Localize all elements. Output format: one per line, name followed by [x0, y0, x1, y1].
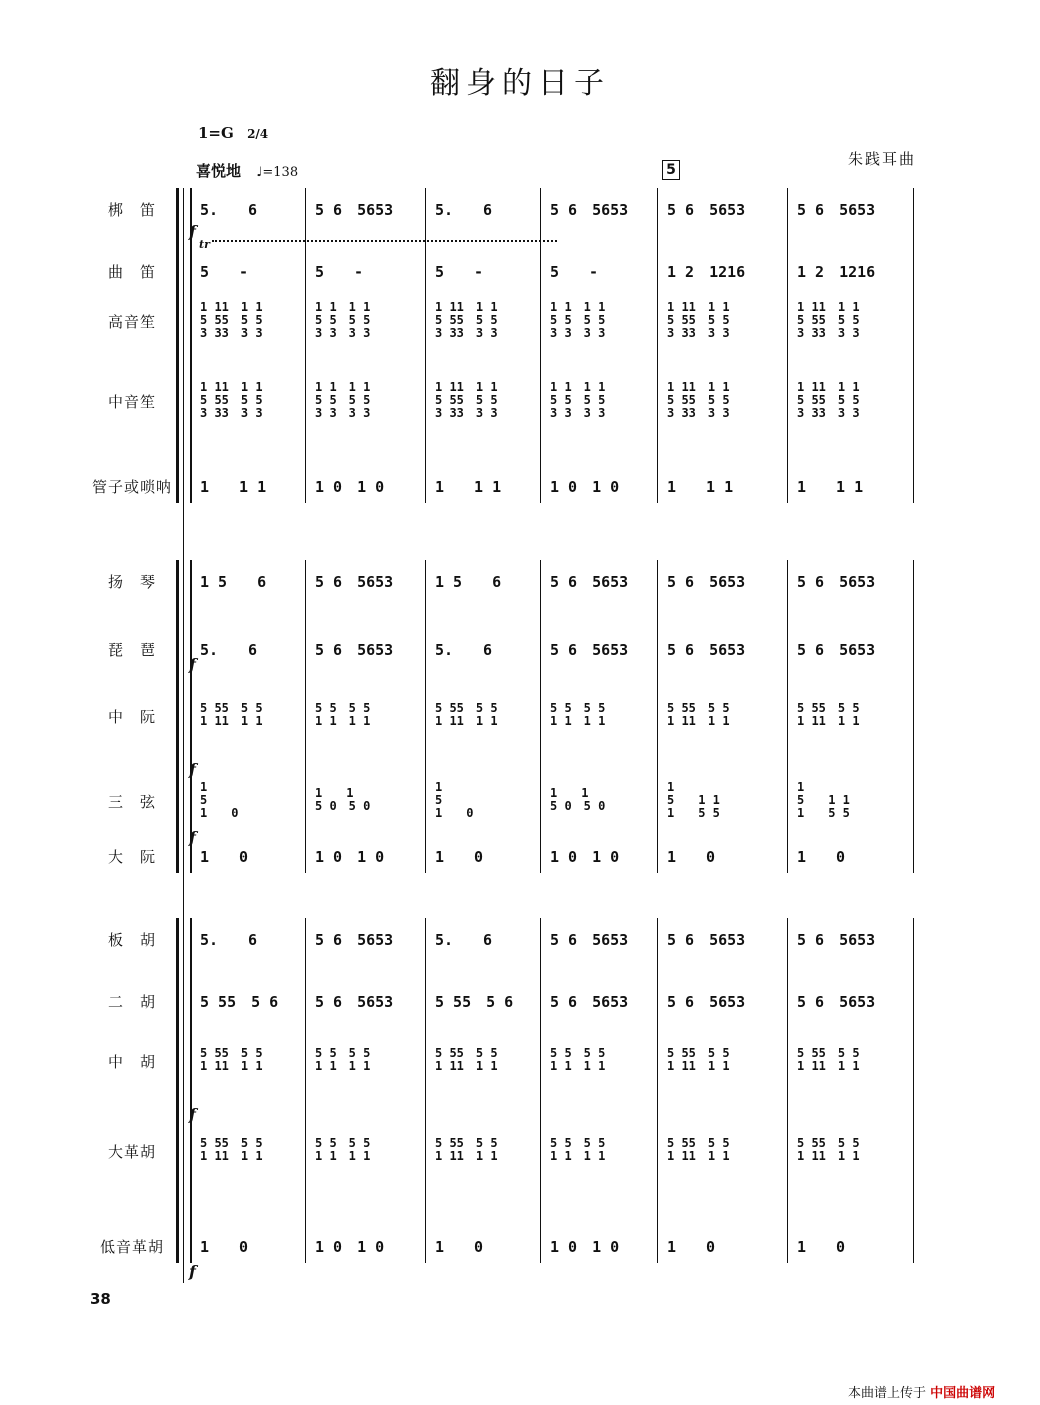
barline	[190, 560, 192, 873]
measure-notes: 1 1 1	[435, 478, 502, 496]
measure-notes: 5 55 5 5 1 11 1 1	[200, 1136, 263, 1163]
system-bracket	[176, 188, 179, 503]
measure-notes: 5. 6	[200, 641, 258, 659]
dynamic-mark: tr	[199, 238, 210, 251]
barline	[305, 918, 306, 1263]
measure-notes: 5 6 5653	[315, 931, 394, 949]
measure-notes: 1 0 1 0	[315, 478, 385, 496]
measure-notes: 5 -	[200, 263, 249, 281]
measure-notes: 5 55 5 5 1 11 1 1	[797, 1136, 860, 1163]
measure-notes: 5 6 5653	[797, 931, 876, 949]
measure-notes: 1 5 1 0	[200, 779, 239, 820]
instrument-label: 大革胡	[107, 1143, 156, 1161]
measure-notes: 5 6 5653	[667, 931, 746, 949]
measure-notes: 5 55 5 5 1 11 1 1	[200, 1046, 263, 1073]
barline	[913, 188, 914, 503]
barline	[787, 188, 788, 503]
measure-notes: 5 6 5653	[315, 573, 394, 591]
measure-notes: 5. 6	[435, 641, 493, 659]
measure-notes: 1 1 1	[797, 478, 864, 496]
measure-notes: 5 6 5653	[315, 993, 394, 1011]
measure-notes: 5 5 5 5 1 1 1 1	[315, 1046, 371, 1073]
measure-notes: 5 6 5653	[315, 641, 394, 659]
instrument-label: 二 胡	[107, 993, 156, 1011]
measure-notes: 5 55 5 5 1 11 1 1	[200, 701, 263, 728]
measure-notes: 1 0	[667, 1238, 716, 1256]
measure-notes: 1 5 1 1 1 5 5	[797, 779, 850, 820]
measure-notes: 1 11 1 1 5 55 5 5 3 33 3 3	[200, 299, 263, 340]
trill-line	[212, 240, 557, 242]
measure-notes: 5. 6	[435, 931, 493, 949]
measure-notes: 5 55 5 6	[435, 993, 514, 1011]
instrument-label: 低音革胡	[99, 1238, 164, 1256]
measure-notes: 5 55 5 5 1 11 1 1	[435, 701, 498, 728]
barline	[913, 560, 914, 873]
measure-notes: 1 1 5 0 5 0	[550, 786, 606, 813]
measure-notes: 5. 6	[200, 931, 258, 949]
measure-notes: 1 0	[200, 848, 249, 866]
measure-notes: 1 0	[200, 1238, 249, 1256]
barline	[425, 918, 426, 1263]
instrument-label: 扬 琴	[107, 573, 156, 591]
measure-notes: 5 5 5 5 1 1 1 1	[550, 1136, 606, 1163]
measure-notes: 5. 6	[200, 201, 258, 219]
key-signature	[198, 124, 268, 142]
measure-notes: 5 5 5 5 1 1 1 1	[315, 1136, 371, 1163]
measure-notes: 1 0	[435, 1238, 484, 1256]
instrument-label: 板 胡	[107, 931, 156, 949]
instrument-label: 管子或唢呐	[91, 478, 172, 496]
dynamic-mark: f	[189, 1105, 196, 1124]
measure-notes: 1 11 1 1 5 55 5 5 3 33 3 3	[200, 379, 263, 420]
measure-notes: 1 1 1	[200, 478, 267, 496]
barline	[190, 918, 192, 1263]
barline	[305, 188, 306, 503]
barline	[540, 560, 541, 873]
measure-notes: 5 55 5 5 1 11 1 1	[667, 1046, 730, 1073]
measure-notes: 5 6 5653	[797, 993, 876, 1011]
time-signature: 2/4	[247, 127, 269, 141]
footer-prefix: 本曲谱上传于	[848, 1386, 927, 1401]
measure-notes: 5 5 5 5 1 1 1 1	[550, 701, 606, 728]
measure-notes: 1 5 1 1 1 5 5	[667, 779, 720, 820]
dynamic-mark: f	[189, 222, 196, 241]
page-number: 38	[90, 1290, 111, 1308]
measure-notes: 5 6 5653	[667, 993, 746, 1011]
measure-notes: 5 55 5 5 1 11 1 1	[667, 1136, 730, 1163]
measure-notes: 5 6 5653	[550, 641, 629, 659]
measure-notes: 1 1 5 0 5 0	[315, 786, 371, 813]
measure-notes: 1 1 1 1 5 5 5 5 3 3 3 3	[550, 299, 606, 340]
measure-notes: 1 11 1 1 5 55 5 5 3 33 3 3	[797, 299, 860, 340]
footer-credit	[848, 1382, 995, 1401]
measure-notes: 5 55 5 5 1 11 1 1	[797, 1046, 860, 1073]
barline	[305, 560, 306, 873]
key-text: 1=G	[198, 124, 234, 142]
measure-notes: 5 55 5 5 1 11 1 1	[667, 701, 730, 728]
measure-notes: 1 1 1 1 5 5 5 5 3 3 3 3	[315, 379, 371, 420]
measure-notes: 1 0 1 0	[550, 478, 620, 496]
instrument-label: 中音笙	[107, 393, 156, 411]
measure-notes: 1 0 1 0	[550, 1238, 620, 1256]
measure-notes: 5 6 5653	[797, 573, 876, 591]
measure-notes: 5 6 5653	[550, 201, 629, 219]
measure-notes: 5 5 5 5 1 1 1 1	[550, 1046, 606, 1073]
measure-notes: 5 6 5653	[550, 931, 629, 949]
measure-notes: 1 2 1216	[667, 263, 746, 281]
measure-notes: 1 11 1 1 5 55 5 5 3 33 3 3	[667, 379, 730, 420]
measure-notes: 5 -	[435, 263, 484, 281]
barline	[425, 188, 426, 503]
barline	[540, 188, 541, 503]
instrument-label: 琵 琶	[107, 641, 156, 659]
measure-notes: 1 11 1 1 5 55 5 5 3 33 3 3	[667, 299, 730, 340]
dynamic-mark: f	[189, 760, 196, 779]
measure-notes: 1 1 1	[667, 478, 734, 496]
measure-notes: 1 11 1 1 5 55 5 5 3 33 3 3	[435, 379, 498, 420]
measure-notes: 1 1 1 1 5 5 5 5 3 3 3 3	[315, 299, 371, 340]
measure-notes: 5 6 5653	[797, 641, 876, 659]
system-bracket	[176, 918, 179, 1263]
measure-notes: 1 5 6	[200, 573, 267, 591]
measure-notes: 1 0	[435, 848, 484, 866]
measure-notes: 1 0	[797, 848, 846, 866]
barline	[540, 918, 541, 1263]
measure-notes: 5. 6	[435, 201, 493, 219]
measure-notes: 1 1 1 1 5 5 5 5 3 3 3 3	[550, 379, 606, 420]
composer: 朱践耳曲	[848, 150, 917, 168]
measure-notes: 5 6 5653	[667, 573, 746, 591]
measure-notes: 1 0	[797, 1238, 846, 1256]
measure-notes: 5 6 5653	[797, 201, 876, 219]
barline	[787, 560, 788, 873]
measure-notes: 1 0	[667, 848, 716, 866]
measure-notes: 5 55 5 6	[200, 993, 279, 1011]
instrument-label: 中 胡	[107, 1053, 156, 1071]
system-line	[183, 188, 184, 1283]
measure-notes: 1 11 1 1 5 55 5 5 3 33 3 3	[435, 299, 498, 340]
measure-notes: 5 -	[550, 263, 599, 281]
barline	[425, 560, 426, 873]
measure-notes: 5 55 5 5 1 11 1 1	[435, 1136, 498, 1163]
measure-notes: 1 0 1 0	[315, 848, 385, 866]
tempo-mark: ♩=138	[256, 165, 299, 180]
measure-notes: 1 5 6	[435, 573, 502, 591]
measure-notes: 5 -	[315, 263, 364, 281]
barline	[787, 918, 788, 1263]
measure-notes: 5 6 5653	[315, 201, 394, 219]
measure-notes: 5 6 5653	[550, 573, 629, 591]
dynamic-mark: f	[189, 1262, 196, 1281]
measure-notes: 5 6 5653	[667, 201, 746, 219]
measure-notes: 1 5 1 0	[435, 779, 474, 820]
footer-site: 中国曲谱网	[930, 1386, 996, 1401]
barline	[657, 918, 658, 1263]
instrument-label: 三 弦	[107, 793, 156, 811]
measure-notes: 5 5 5 5 1 1 1 1	[315, 701, 371, 728]
measure-notes: 5 55 5 5 1 11 1 1	[435, 1046, 498, 1073]
instrument-label: 曲 笛	[107, 263, 156, 281]
instrument-label: 高音笙	[107, 313, 156, 331]
measure-notes: 5 6 5653	[550, 993, 629, 1011]
tempo-marking	[196, 160, 298, 181]
score-title: 翻身的日子	[430, 66, 610, 101]
measure-notes: 5 6 5653	[667, 641, 746, 659]
measure-notes: 1 11 1 1 5 55 5 5 3 33 3 3	[797, 379, 860, 420]
measure-notes: 1 2 1216	[797, 263, 876, 281]
tempo-text: 喜悦地	[196, 162, 242, 180]
instrument-label: 梆 笛	[107, 201, 156, 219]
system-bracket	[176, 560, 179, 873]
dynamic-mark: f	[189, 655, 196, 674]
barline	[913, 918, 914, 1263]
rehearsal-mark: 5	[662, 160, 680, 180]
dynamic-mark: f	[189, 828, 196, 847]
barline	[657, 188, 658, 503]
instrument-label: 大 阮	[107, 848, 156, 866]
measure-notes: 5 55 5 5 1 11 1 1	[797, 701, 860, 728]
barline	[657, 560, 658, 873]
instrument-label: 中 阮	[107, 708, 156, 726]
measure-notes: 1 0 1 0	[550, 848, 620, 866]
measure-notes: 1 0 1 0	[315, 1238, 385, 1256]
